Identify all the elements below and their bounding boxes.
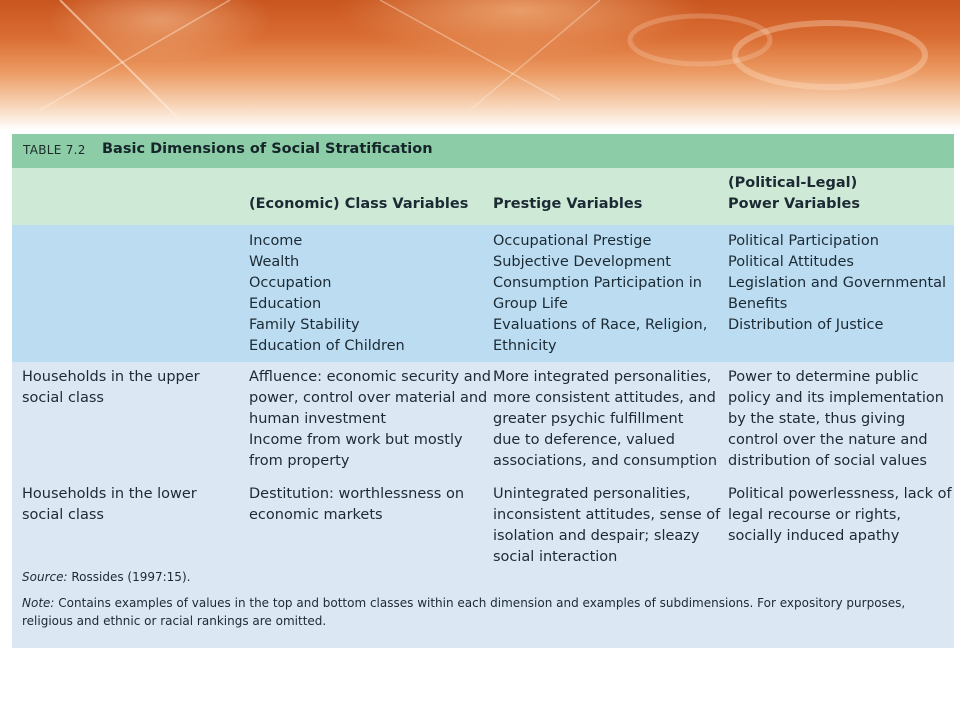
cell-line: Households in the upper <box>22 369 200 385</box>
cell-line: Wealth <box>249 254 300 270</box>
source-note <box>22 568 190 586</box>
cell-line: Benefits <box>728 296 788 312</box>
table-title-bar <box>12 134 954 168</box>
cell-line: policy and its implementation <box>728 390 944 406</box>
cell-line: More integrated personalities, <box>493 369 712 385</box>
cell-line: Group Life <box>493 296 568 312</box>
note-line: religious and ethnic or racial rankings are omitted. <box>22 614 327 628</box>
cell-line: Political powerlessness, lack of <box>728 486 952 502</box>
cell-line: control over the nature and <box>728 432 928 448</box>
upper-economic-cell <box>249 367 491 472</box>
upper-prestige-cell <box>493 367 717 472</box>
cell-line: power, control over material and <box>249 390 488 406</box>
cell-line: Income <box>249 233 303 249</box>
cell-line: social interaction <box>493 549 618 565</box>
cell-line: Occupational Prestige <box>493 233 652 249</box>
cell-line: human investment <box>249 411 387 427</box>
cell-line: isolation and despair; sleazy <box>493 528 700 544</box>
lower-power-cell <box>728 484 952 547</box>
cell-line: Subjective Development <box>493 254 671 270</box>
table-title: Basic Dimensions of Social Stratification <box>102 141 433 157</box>
dimensions-row <box>12 225 954 362</box>
cell-line: Family Stability <box>249 317 360 333</box>
cell-line: distribution of social values <box>728 453 927 469</box>
lower-class-label <box>22 484 197 526</box>
header-power <box>728 173 860 215</box>
cell-line: social class <box>22 390 104 406</box>
cell-line: Education <box>249 296 322 312</box>
cell-line: social class <box>22 507 104 523</box>
cell-line: Distribution of Justice <box>728 317 884 333</box>
note-label: Note: <box>22 596 55 610</box>
cell-line: Affluence: economic security and <box>249 369 491 385</box>
cell-line: Evaluations of Race, Religion, <box>493 317 708 333</box>
cell-line: Consumption Participation in <box>493 275 702 291</box>
header-economic: (Economic) Class Variables <box>249 196 469 212</box>
stratification-table <box>12 134 954 648</box>
column-header-row <box>12 168 954 225</box>
upper-power-cell <box>728 367 944 472</box>
banner-lines-graphic <box>0 0 960 130</box>
dimensions-power-cell <box>728 231 946 336</box>
cell-line: from property <box>249 453 350 469</box>
cell-line: more consistent attitudes, and <box>493 390 716 406</box>
cell-line: Legislation and Governmental <box>728 275 947 291</box>
header-power-line: (Political-Legal) <box>728 175 858 191</box>
header-prestige: Prestige Variables <box>493 196 643 212</box>
cell-line: Ethnicity <box>493 338 557 354</box>
cell-line: Unintegrated personalities, <box>493 486 691 502</box>
cell-line: legal recourse or rights, <box>728 507 901 523</box>
source-label: Source: <box>22 570 68 584</box>
cell-line: Political Attitudes <box>728 254 854 270</box>
note-text: Contains examples of values in the top and bottom classes within each dimension and examples of subdimensions. For expository purposes, <box>58 596 906 610</box>
class-rows <box>12 362 954 648</box>
cell-line: Occupation <box>249 275 332 291</box>
cell-line: economic markets <box>249 507 383 523</box>
cell-line: Power to determine public <box>728 369 919 385</box>
cell-line: due to deference, valued <box>493 432 675 448</box>
dimensions-prestige-cell <box>493 231 707 357</box>
lower-economic-cell <box>249 484 464 526</box>
note-line <box>22 594 905 612</box>
cell-line: associations, and consumption <box>493 453 718 469</box>
cell-line: greater psychic fulfillment <box>493 411 684 427</box>
dimensions-economic-cell <box>249 231 405 357</box>
cell-line: inconsistent attitudes, sense of <box>493 507 721 523</box>
cell-line: Political Participation <box>728 233 879 249</box>
header-power-line: Power Variables <box>728 196 860 212</box>
cell-line: Destitution: worthlessness on <box>249 486 465 502</box>
decorative-banner <box>0 0 960 130</box>
lower-prestige-cell <box>493 484 720 568</box>
cell-line: by the state, thus giving <box>728 411 906 427</box>
cell-line: Income from work but mostly <box>249 432 463 448</box>
cell-line: Households in the lower <box>22 486 197 502</box>
cell-line: socially induced apathy <box>728 528 900 544</box>
table-number: TABLE 7.2 <box>23 143 86 157</box>
upper-class-label <box>22 367 200 409</box>
source-text: Rossides (1997:15). <box>71 570 191 584</box>
table-note <box>22 594 905 630</box>
cell-line: Education of Children <box>249 338 405 354</box>
